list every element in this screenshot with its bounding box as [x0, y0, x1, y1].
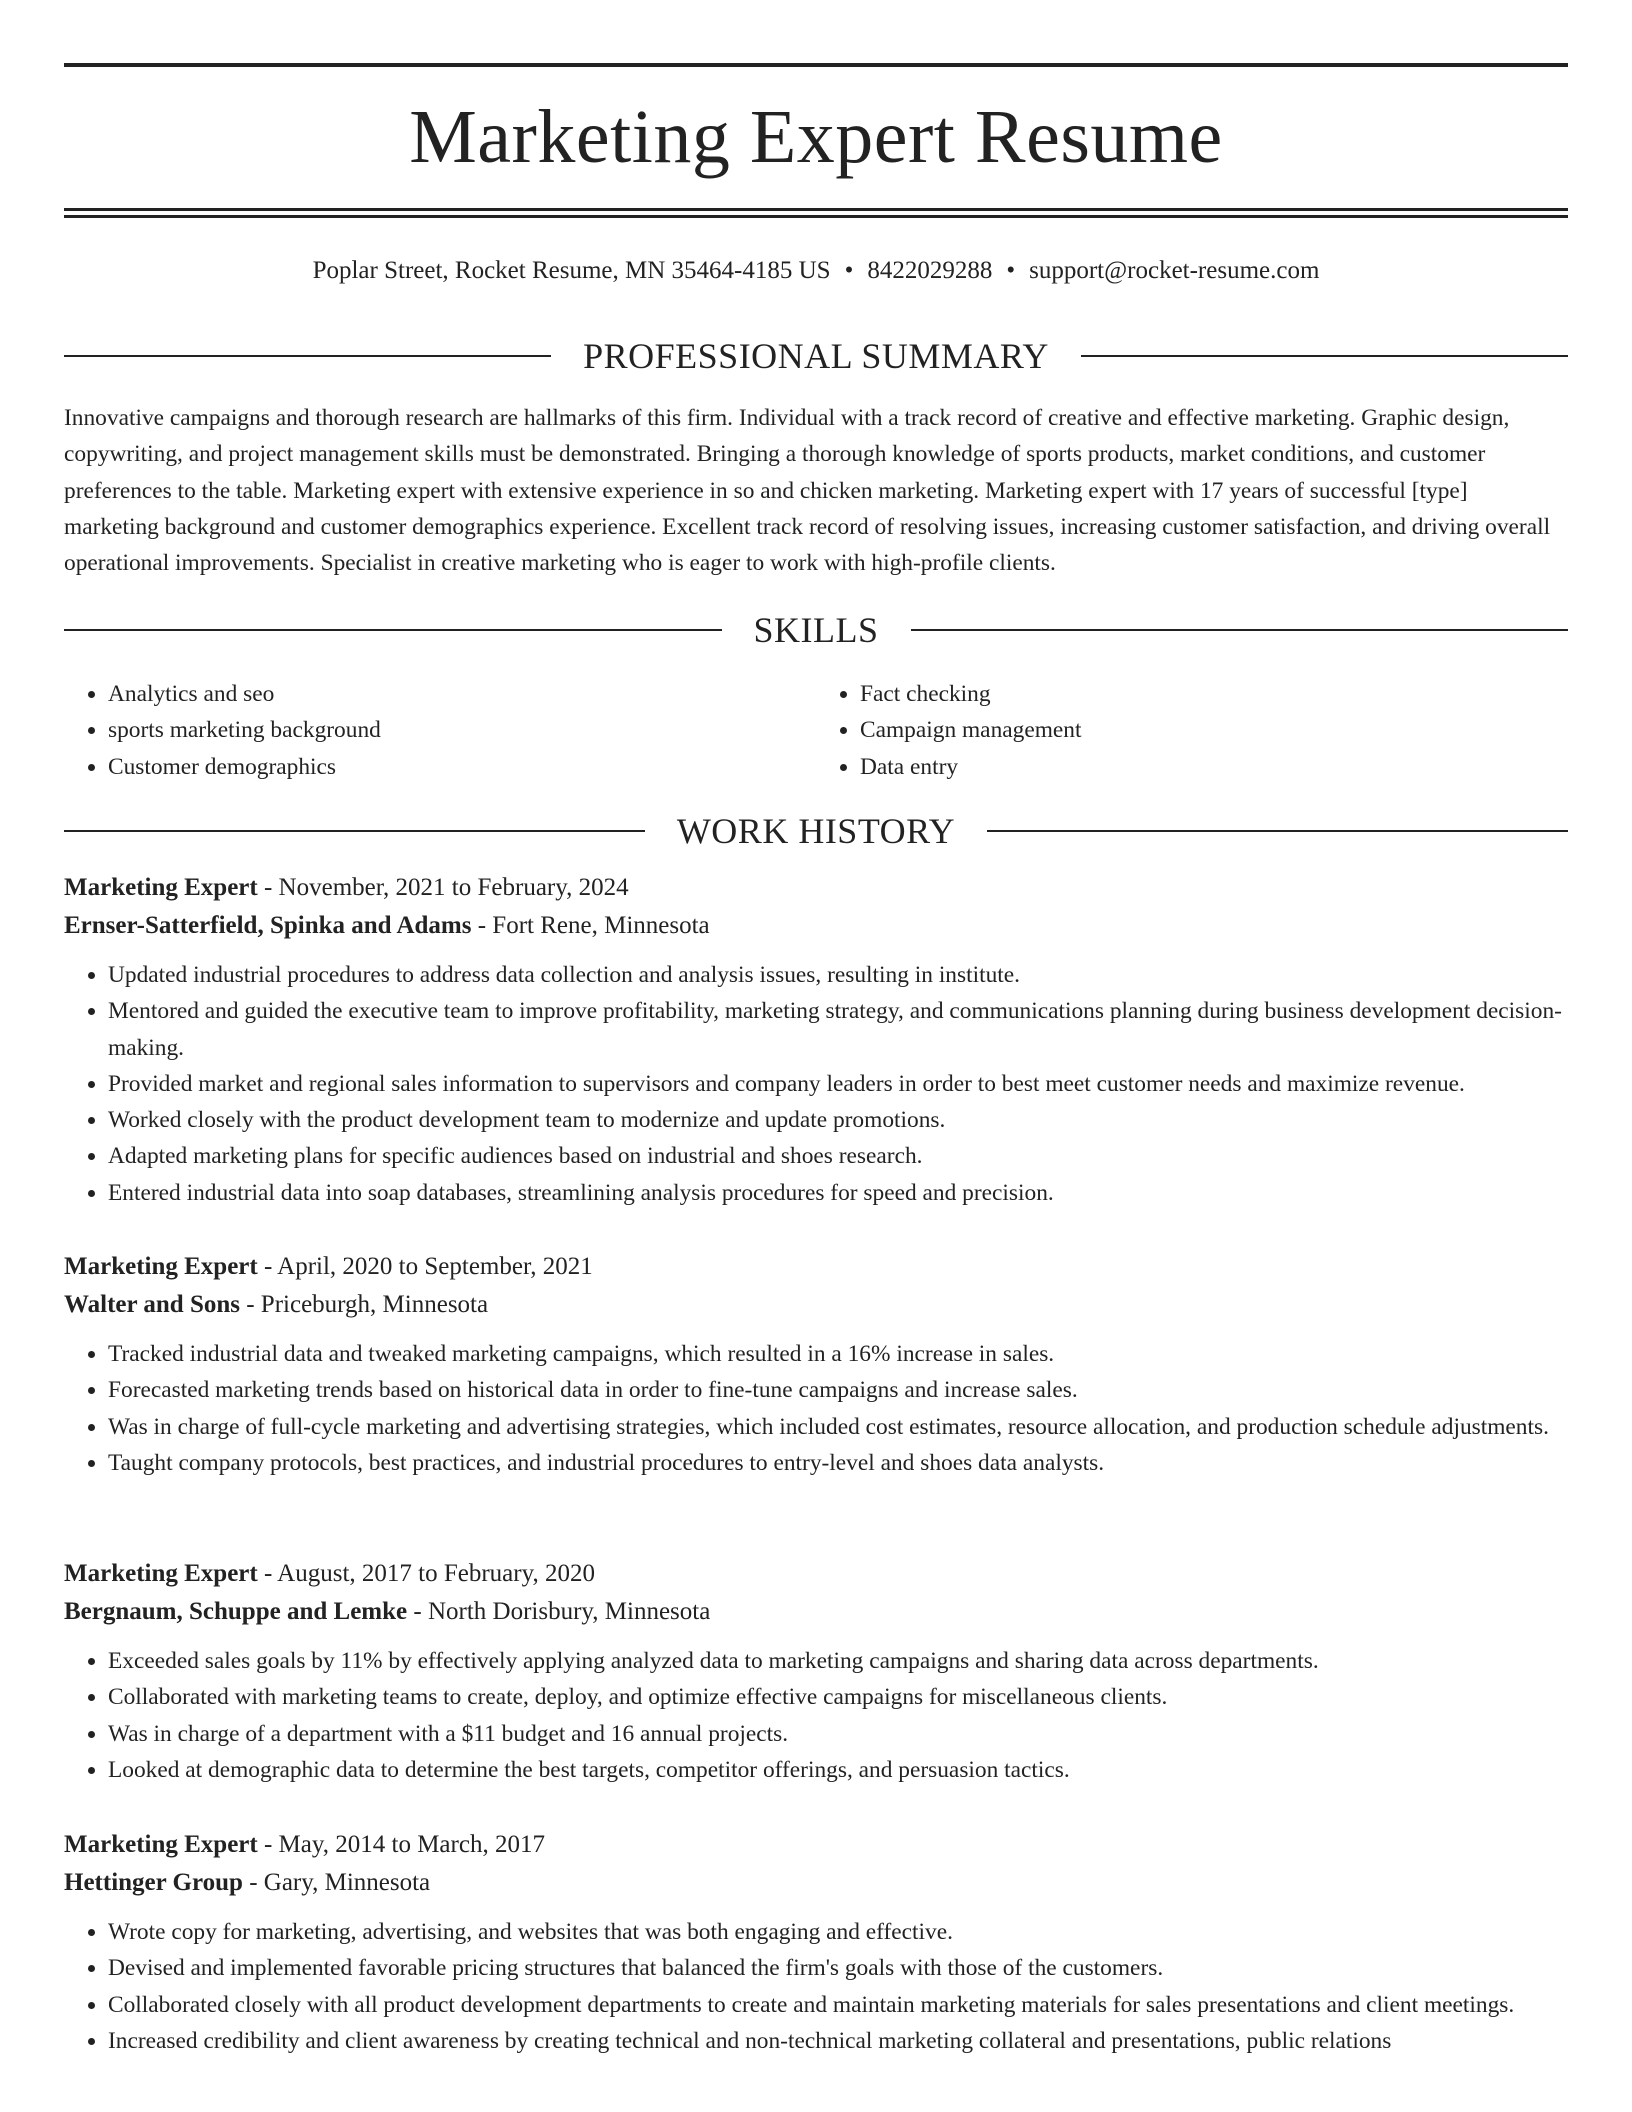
job-company: Walter and Sons: [64, 1291, 240, 1318]
job-bullet: • Was in charge of a department with a $11 budget and 16 annual projects.: [108, 1716, 1568, 1752]
job-bullet: • Collaborated with marketing teams to create, deploy, and optimize effective campaigns for miscellaneous clients.: [108, 1679, 1568, 1715]
section-title-summary: PROFESSIONAL SUMMARY: [583, 336, 1049, 376]
contact-email: support@rocket-resume.com: [1029, 257, 1320, 284]
contact-address: Poplar Street, Rocket Resume, MN 35464-4185 US: [312, 257, 831, 284]
job-company-row: [64, 1286, 1568, 1324]
job-bullet: • Collaborated closely with all product development departments to create and maintain marketing materials for sales presentations and client meetings.: [108, 1987, 1568, 2023]
contact-line: [64, 254, 1568, 288]
contact-phone: 8422029288: [867, 257, 993, 284]
job-entry: [64, 1826, 1568, 2059]
skills-column-right: [816, 676, 1568, 785]
job-entry: [64, 1248, 1568, 1481]
job-location: - Gary, Minnesota: [242, 1869, 431, 1896]
job-bullets: [64, 957, 1568, 1211]
job-company: Hettinger Group: [64, 1869, 243, 1896]
job-title: Marketing Expert: [64, 1253, 258, 1280]
job-title: Marketing Expert: [64, 1831, 258, 1858]
contact-separator: •: [844, 257, 854, 284]
top-rule: [64, 63, 1568, 67]
skill-item: • Campaign management: [860, 712, 1568, 748]
title-double-rule: [64, 208, 1568, 218]
section-header-skills: [64, 608, 1568, 652]
job-title: Marketing Expert: [64, 1560, 258, 1587]
section-rule: [1081, 355, 1568, 357]
job-bullet: • Mentored and guided the executive team to improve profitability, marketing strategy, and communications planning during business development decision-making.: [108, 993, 1568, 1066]
job-company: Bergnaum, Schuppe and Lemke: [64, 1598, 408, 1625]
job-entry: [64, 869, 1568, 1211]
job-bullets: [64, 1643, 1568, 1788]
job-company-row: [64, 1593, 1568, 1631]
section-rule: [64, 629, 722, 631]
section-rule: [911, 629, 1569, 631]
skills-column-left: [64, 676, 816, 785]
job-title-row: [64, 1826, 1568, 1864]
job-dates: - May, 2014 to March, 2017: [257, 1831, 545, 1858]
section-title-skills: SKILLS: [753, 610, 879, 650]
skill-item: • Analytics and seo: [108, 676, 816, 712]
job-bullet: • Taught company protocols, best practices, and industrial procedures to entry-level and shoes data analysts.: [108, 1445, 1568, 1481]
contact-separator: •: [1006, 257, 1016, 284]
job-title-row: [64, 1555, 1568, 1593]
section-title-work: WORK HISTORY: [676, 811, 956, 851]
job-bullet: • Tracked industrial data and tweaked marketing campaigns, which resulted in a 16% increase in sales.: [108, 1336, 1568, 1372]
skills-list: [64, 676, 1568, 785]
job-dates: - April, 2020 to September, 2021: [257, 1253, 593, 1280]
job-company-row: [64, 1864, 1568, 1902]
job-bullet: • Wrote copy for marketing, advertising, and websites that was both engaging and effective.: [108, 1914, 1568, 1950]
job-bullet: • Forecasted marketing trends based on historical data in order to fine-tune campaigns and increase sales.: [108, 1372, 1568, 1408]
job-bullet: • Exceeded sales goals by 11% by effectively applying analyzed data to marketing campaigns and sharing data across departments.: [108, 1643, 1568, 1679]
job-dates: - November, 2021 to February, 2024: [257, 874, 629, 901]
job-location: - North Dorisbury, Minnesota: [407, 1598, 711, 1625]
job-bullet: • Looked at demographic data to determine the best targets, competitor offerings, and persuasion tactics.: [108, 1752, 1568, 1788]
job-bullet: • Provided market and regional sales information to supervisors and company leaders in order to best meet customer needs and maximize revenue.: [108, 1066, 1568, 1102]
job-title: Marketing Expert: [64, 874, 258, 901]
resume-title: Marketing Expert Resume: [409, 95, 1223, 179]
job-bullet: • Devised and implemented favorable pricing structures that balanced the firm's goals with those of the customers.: [108, 1950, 1568, 1986]
job-bullet: • Was in charge of full-cycle marketing and advertising strategies, which included cost estimates, resource allocation, and production schedule adjustments.: [108, 1409, 1568, 1445]
job-bullet: • Adapted marketing plans for specific audiences based on industrial and shoes research.: [108, 1138, 1568, 1174]
section-rule: [987, 830, 1568, 832]
section-rule: [64, 830, 645, 832]
job-bullets: [64, 1914, 1568, 2059]
job-bullets: [64, 1336, 1568, 1481]
skill-item: • Fact checking: [860, 676, 1568, 712]
skill-item: • Customer demographics: [108, 749, 816, 785]
job-bullet: • Worked closely with the product development team to modernize and update promotions.: [108, 1102, 1568, 1138]
professional-summary: Innovative campaigns and thorough research are hallmarks of this firm. Individual with a track record of creative and effective marketing. Graphic design, copywriting, and project management skills must be demonstrated. Bringing a thorough knowledge of sports products, market conditions, and customer preferences to the table. Marketing expert with extensive experience in so and chicken marketing. Marketing expert with 17 years of successful [type] marketing background and customer demographics experience. Excellent track record of resolving issues, increasing customer satisfaction, and driving overall operational improvements. Specialist in creative marketing who is eager to work with high-profile clients.: [64, 405, 1551, 577]
job-location: - Priceburgh, Minnesota: [239, 1291, 489, 1318]
job-bullet: • Updated industrial procedures to address data collection and analysis issues, resulting in institute.: [108, 957, 1568, 993]
job-entry: [64, 1555, 1568, 1788]
job-title-row: [64, 1248, 1568, 1286]
section-rule: [64, 355, 551, 357]
job-location: - Fort Rene, Minnesota: [471, 912, 710, 939]
job-company: Ernser-Satterfield, Spinka and Adams: [64, 912, 472, 939]
job-company-row: [64, 907, 1568, 945]
job-bullet: • Entered industrial data into soap databases, streamlining analysis procedures for speed and precision.: [108, 1175, 1568, 1211]
job-title-row: [64, 869, 1568, 907]
skill-item: • sports marketing background: [108, 712, 816, 748]
section-header-work: [64, 809, 1568, 853]
skill-item: • Data entry: [860, 749, 1568, 785]
section-header-summary: [64, 334, 1568, 378]
job-dates: - August, 2017 to February, 2020: [257, 1560, 595, 1587]
job-bullet: • Increased credibility and client awareness by creating technical and non-technical marketing collateral and presentations, public relations: [108, 2023, 1568, 2059]
